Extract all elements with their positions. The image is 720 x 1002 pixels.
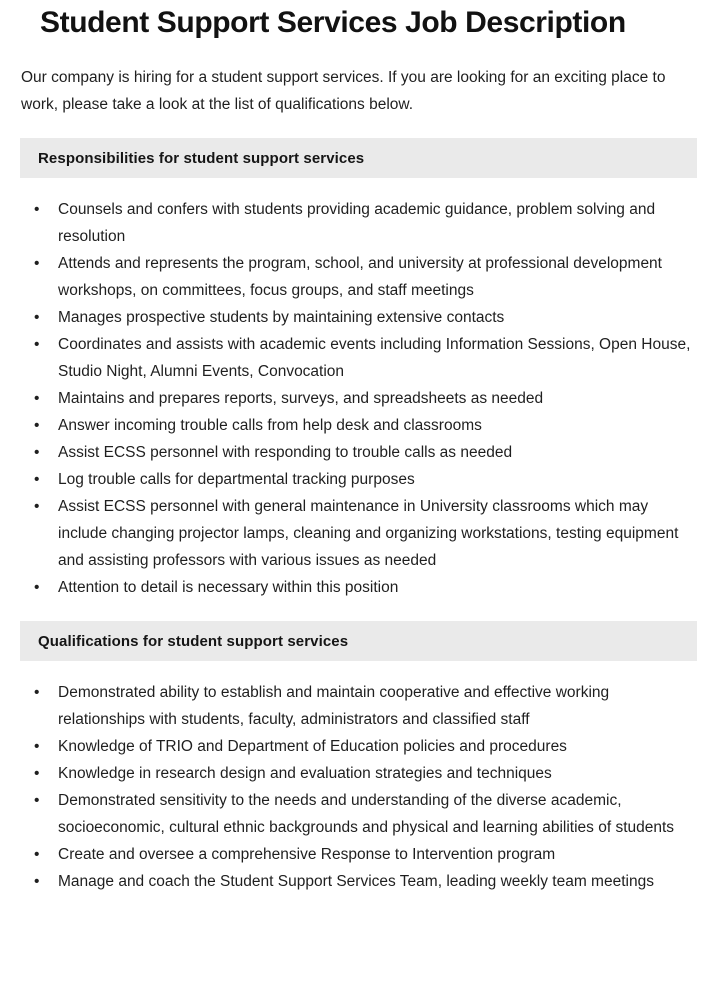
list-item: • Create and oversee a comprehensive Response to Intervention program xyxy=(0,841,697,868)
list-item: • Answer incoming trouble calls from help desk and classrooms xyxy=(0,412,697,439)
responsibilities-list xyxy=(0,178,720,601)
list-item: • Attention to detail is necessary within this position xyxy=(0,574,697,601)
qualifications-list xyxy=(0,661,720,895)
list-item: • Log trouble calls for departmental tracking purposes xyxy=(0,466,697,493)
list-item: • Coordinates and assists with academic events including Information Sessions, Open House, Studio Night, Alumni Events, Convocation xyxy=(0,331,697,385)
list-item: • Manages prospective students by maintaining extensive contacts xyxy=(0,304,697,331)
list-item: • Demonstrated ability to establish and maintain cooperative and effective working relationships with students, faculty, administrators and classified staff xyxy=(0,679,697,733)
section-header-responsibilities xyxy=(20,138,697,178)
section-header-label: Qualifications for student support services xyxy=(38,632,349,650)
page-title: Student Support Services Job Description xyxy=(40,6,626,39)
section-responsibilities xyxy=(0,138,720,601)
list-item: • Maintains and prepares reports, surveys, and spreadsheets as needed xyxy=(0,385,697,412)
list-item: • Counsels and confers with students providing academic guidance, problem solving and resolution xyxy=(0,196,697,250)
list-item: • Knowledge of TRIO and Department of Education policies and procedures xyxy=(0,733,697,760)
list-item: • Assist ECSS personnel with general maintenance in University classrooms which may include changing projector lamps, cleaning and organizing workstations, testing equipment and assisting professors with various issues as needed xyxy=(0,493,697,574)
intro-paragraph: Our company is hiring for a student support services. If you are looking for an exciting place to work, please take a look at the list of qualifications below. xyxy=(21,69,666,113)
list-item: • Knowledge in research design and evaluation strategies and techniques xyxy=(0,760,697,787)
list-item: • Assist ECSS personnel with responding to trouble calls as needed xyxy=(0,439,697,466)
list-item: • Demonstrated sensitivity to the needs and understanding of the diverse academic, socioeconomic, cultural ethnic backgrounds and physical and learning abilities of students xyxy=(0,787,697,841)
section-header-qualifications xyxy=(20,621,697,661)
list-item: • Manage and coach the Student Support Services Team, leading weekly team meetings xyxy=(0,868,697,895)
section-qualifications xyxy=(0,621,720,895)
list-item: • Attends and represents the program, school, and university at professional development workshops, on committees, focus groups, and staff meetings xyxy=(0,250,697,304)
section-header-label: Responsibilities for student support services xyxy=(38,149,365,167)
